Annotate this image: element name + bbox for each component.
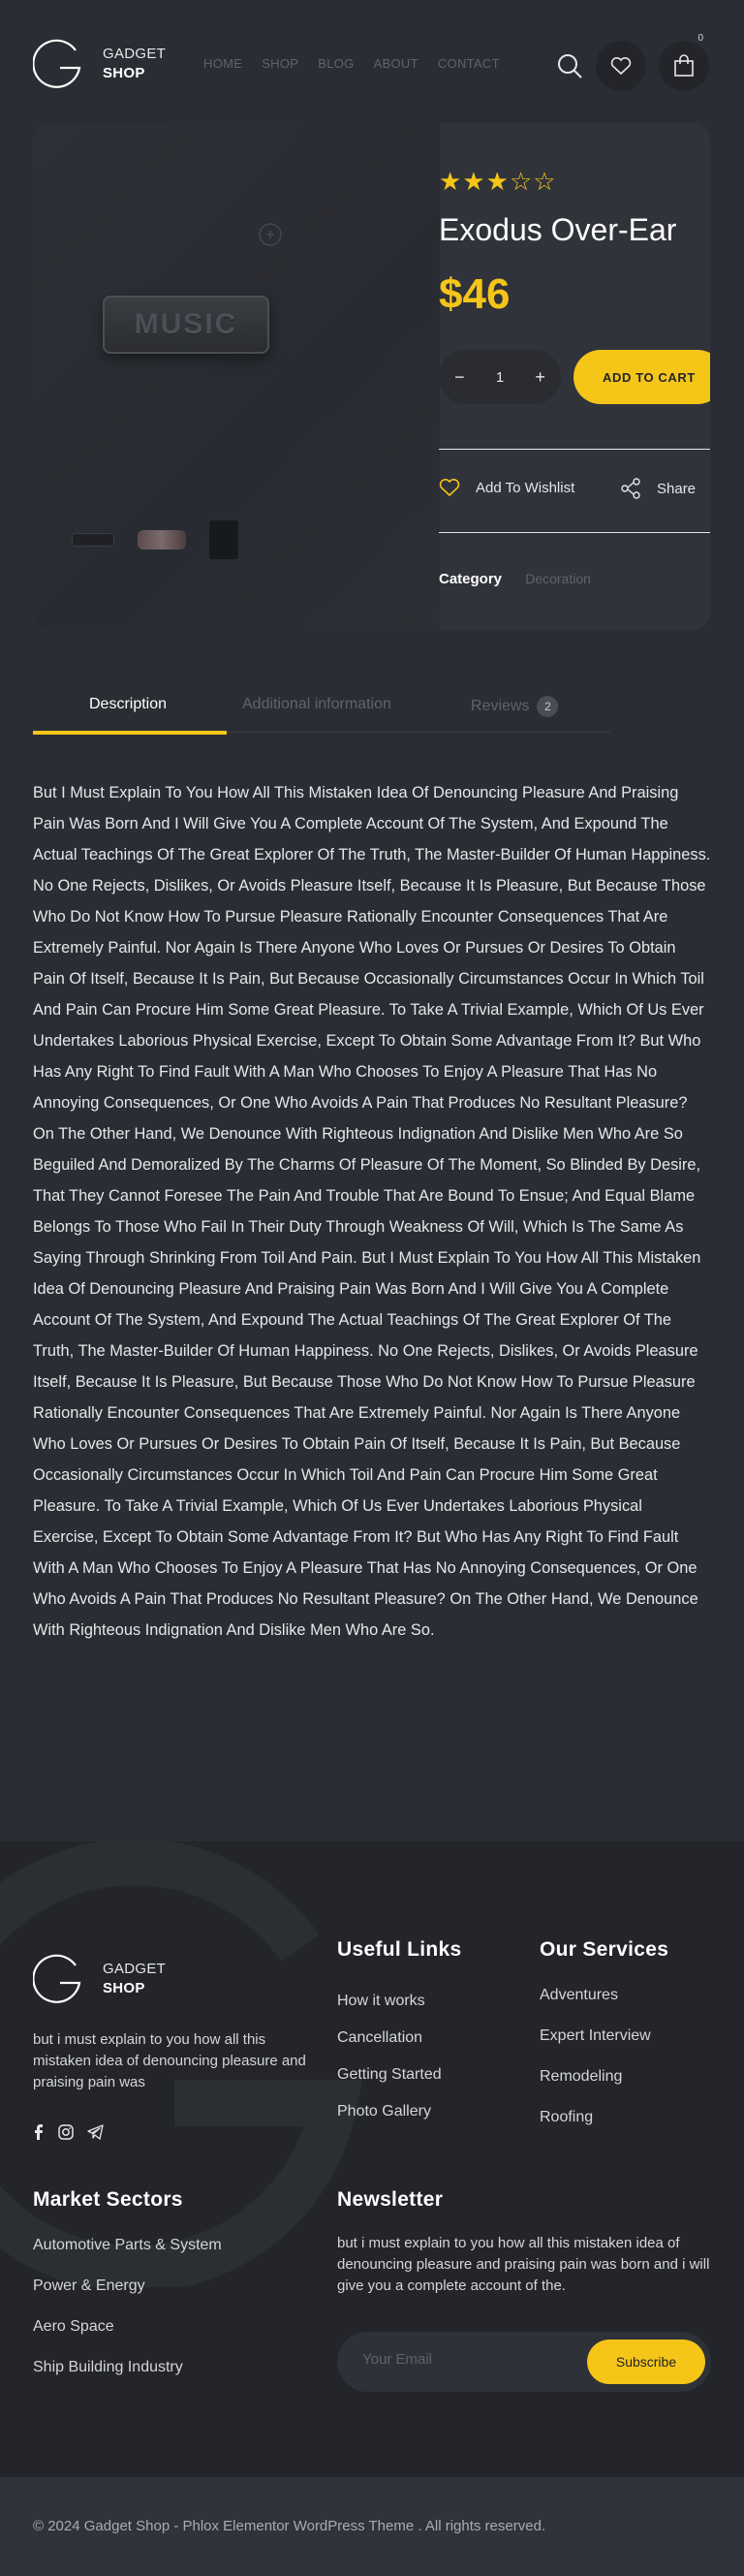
email-input[interactable] [362, 2351, 556, 2368]
market-sectors-heading: Market Sectors [33, 2188, 183, 2211]
product-image-sign: MUSIC [134, 308, 238, 340]
logo-line-1: GADGET [103, 1961, 167, 1977]
share-link[interactable] [620, 478, 696, 499]
instagram-icon[interactable] [58, 2124, 74, 2140]
site-footer [0, 1841, 744, 2477]
product-category [439, 571, 591, 587]
tab-description[interactable]: Description [89, 696, 168, 712]
g-logo-icon [33, 1952, 83, 2006]
share-label: Share [657, 480, 697, 497]
quantity-stepper [439, 350, 561, 404]
newsletter-heading: Newsletter [337, 2188, 444, 2211]
market-link-aero-space[interactable]: Aero Space [33, 2318, 114, 2335]
nav-contact[interactable]: CONTACT [437, 56, 500, 71]
product-price: $46 [439, 270, 511, 318]
newsletter-text: but i must explain to you how all this mistaken idea of denouncing pleasure and praising pain was born and i will give you a complete account of the. [337, 2235, 710, 2294]
copyright-bar [0, 2477, 744, 2576]
useful-links-heading: Useful Links [337, 1938, 462, 1961]
footer-link-photo-gallery[interactable]: Photo Gallery [337, 2103, 431, 2120]
rating-stars-empty: ☆☆ [509, 167, 557, 196]
heart-icon [610, 56, 632, 76]
bag-icon [673, 54, 695, 78]
tab-reviews-label: Reviews [471, 698, 530, 714]
nav-about[interactable]: ABOUT [373, 56, 418, 71]
market-link-automotive[interactable]: Automotive Parts & System [33, 2237, 222, 2253]
tab-reviews[interactable] [471, 696, 558, 717]
reviews-count-badge: 2 [537, 696, 558, 717]
footer-about-text: but i must explain to you how all this mistaken idea of denouncing pleasure and praising pain was [33, 2031, 306, 2090]
product-card [33, 123, 710, 630]
service-link-expert-interview[interactable]: Expert Interview [540, 2027, 651, 2044]
quantity-minus-button[interactable]: − [454, 366, 465, 387]
quantity-value[interactable]: 1 [495, 368, 505, 386]
cart-count-badge: 0 [698, 33, 703, 44]
market-link-ship-building[interactable]: Ship Building Industry [33, 2359, 183, 2375]
service-link-roofing[interactable]: Roofing [540, 2109, 594, 2125]
subscribe-button[interactable]: Subscribe [587, 2340, 705, 2384]
logo-line-2: SHOP [103, 1980, 145, 1996]
wishlist-button[interactable] [596, 41, 646, 91]
market-link-power-energy[interactable]: Power & Energy [33, 2278, 145, 2294]
services-list [540, 1987, 651, 2150]
footer-link-how-it-works[interactable]: How it works [337, 1993, 425, 2009]
search-icon [556, 52, 583, 79]
thumbnail-1[interactable] [72, 533, 114, 547]
market-sectors-list [33, 2237, 222, 2400]
footer-link-cancellation[interactable]: Cancellation [337, 2029, 423, 2046]
quantity-plus-button[interactable]: + [535, 366, 545, 387]
add-to-wishlist-link[interactable] [439, 478, 574, 497]
wishlist-label: Add To Wishlist [476, 479, 575, 496]
cart-button[interactable] [659, 33, 709, 91]
footer-logo[interactable] [33, 1952, 166, 2006]
service-link-remodeling[interactable]: Remodeling [540, 2068, 623, 2085]
product-image[interactable] [103, 296, 269, 354]
divider [439, 449, 710, 450]
product-title: Exodus Over-Ear [439, 212, 677, 247]
our-services-heading: Our Services [540, 1938, 669, 1961]
logo-line-2: SHOP [103, 65, 145, 81]
logo-line-1: GADGET [103, 46, 167, 62]
service-link-adventures[interactable]: Adventures [540, 1987, 618, 2003]
thumbnail-3[interactable] [209, 520, 238, 559]
product-description: But I Must Explain To You How All This Mistaken Idea Of Denouncing Pleasure And Praising Pain Was Born And I Will Give You A Complete Account Of The System, And Expound The Actual Teachings Of The Great Explorer Of The Truth, The Master-Builder Of Human Happiness. No One Rejects, Dislikes, Or Avoids Pleasure Itself, Because It Is Pleasure, But Because Those Who Do Not Know How To Pursue Pleasure Rationally Encounter Consequences That Are Extremely Painful. Nor Again Is There Anyone Who Loves Or Pursues Or Desires To Obtain Pain Of Itself, Because It Is Pain, But Because Occasionally Circumstances Occur In Which Toil And Pain Can Procure Him Some Great Pleasure. To Take A Trivial Example, Which Of Us Ever Undertakes Laborious Physical Exercise, Except To Obtain Some Advantage From It? But Who Has Any Right To Find Fault With A Man Who Chooses To Enjoy A Pleasure That Has No Annoying Consequences, Or One Who Avoids A Pain That Produces No Resultant Pleasure? On The Other Hand, We Denounce With Righteous Indignation And Dislike Men Who Are So Beguiled And Demoralized By The Charms Of Pleasure Of The Moment, So Blinded By Desire, That They Cannot Foresee The Pain And Trouble That Are Bound To Ensue; And Equal Blame Belongs To Those Who Fail In Their Duty Through Weakness Of Will, Which Is The Same As Saying Through Shrinking From Toil And Pain. But I Must Explain To You How All This Mistaken Idea Of Denouncing Pleasure And Praising Pain Was Born And I Will Give You A Complete Account Of The System, And Expound The Actual Teachings Of The Great Explorer Of The Truth, The Master-Builder Of Human Happiness. No One Rejects, Dislikes, Or Avoids Pleasure Itself, Because It Is Pleasure, But Because Those Who Do Not Know How To Pursue Pleasure Rationally Encounter Consequences That Are Extremely Painful. Nor Again Is There Anyone Who Loves Or Pursues Or Desires To Obtain Pain Of Itself, Because It Is Pain, But Because Occasionally Circumstances Occur In Which Toil And Pain Can Procure Him Some Great Pleasure. To Take A Trivial Example, Which Of Us Ever Undertakes Laborious Physical Exercise, Except To Obtain Some Advantage From It? But Who Has Any Right To Find Fault With A Man Who Chooses To Enjoy A Pleasure That Has No Annoying Consequences, Or One Who Avoids A Pain That Produces No Resultant Pleasure? On The Other Hand, We Denounce With Righteous Indignation And Dislike Men Who Are So. [33, 784, 711, 1639]
product-thumbnails [72, 520, 238, 559]
product-rating [439, 167, 557, 197]
social-links [33, 2124, 104, 2140]
useful-links-list [337, 1993, 442, 2140]
site-logo[interactable] [33, 37, 166, 91]
tab-additional-information[interactable]: Additional information [242, 696, 391, 712]
share-icon [620, 478, 641, 499]
product-tabs [33, 675, 610, 733]
thumbnail-2[interactable] [138, 530, 186, 550]
nav-home[interactable]: HOME [203, 56, 243, 71]
nav-blog[interactable]: BLOG [318, 56, 355, 71]
footer-link-getting-started[interactable]: Getting Started [337, 2066, 442, 2083]
main-nav [203, 56, 519, 71]
newsletter-form [337, 2332, 711, 2392]
category-link[interactable]: Decoration [525, 571, 591, 586]
add-to-cart-button[interactable]: ADD TO CART [574, 350, 710, 404]
active-tab-indicator [33, 731, 227, 735]
category-label: Category [439, 571, 503, 587]
divider [439, 532, 710, 533]
facebook-icon[interactable] [33, 2124, 45, 2140]
rating-stars-filled: ★★★ [439, 167, 510, 196]
telegram-icon[interactable] [87, 2124, 104, 2140]
copyright-text: © 2024 Gadget Shop - Phlox Elementor WordPress Theme . All rights reserved. [33, 2518, 546, 2534]
search-button[interactable] [544, 41, 595, 91]
site-header [0, 0, 744, 132]
zoom-icon[interactable] [258, 222, 283, 247]
nav-shop[interactable]: SHOP [262, 56, 299, 71]
g-logo-icon [33, 37, 83, 91]
heart-icon [439, 478, 460, 497]
